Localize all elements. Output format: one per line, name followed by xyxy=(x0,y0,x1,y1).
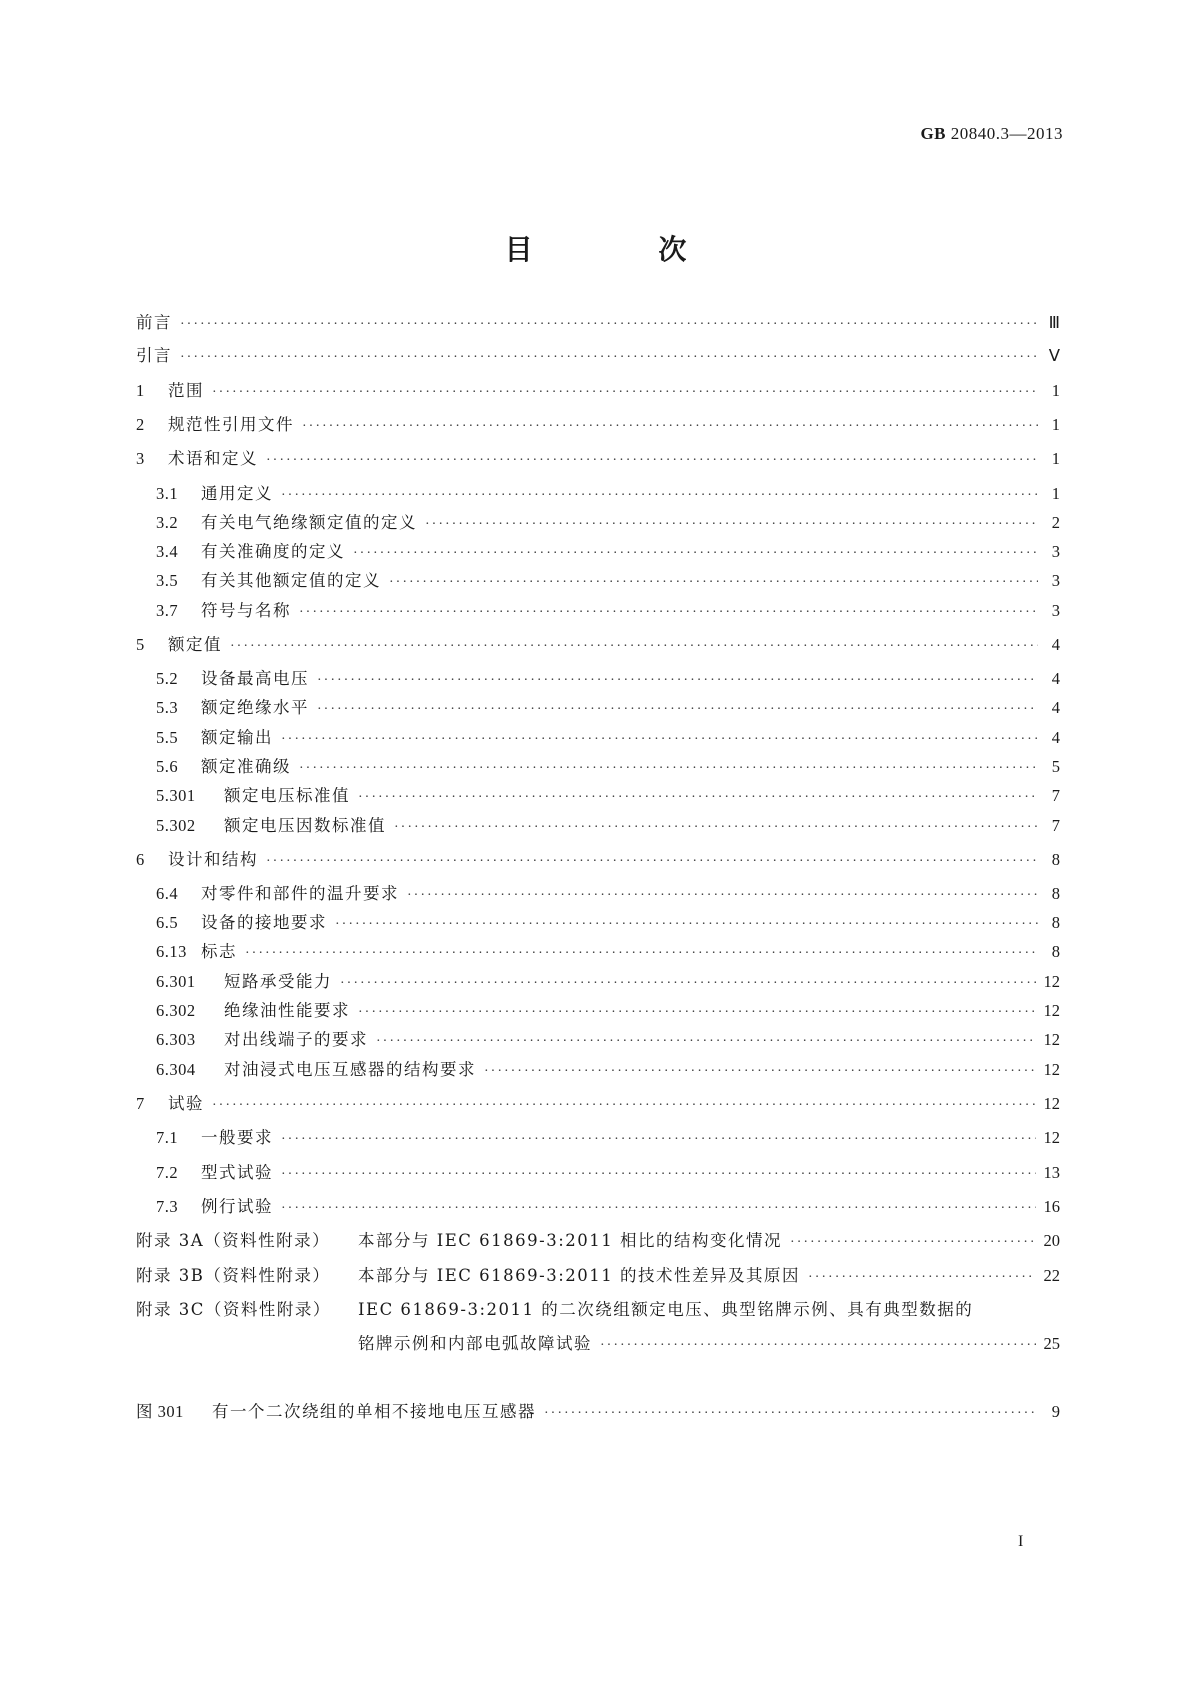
toc-entry-number: 3 xyxy=(136,449,145,468)
toc-entry-appendix-3c-continued[interactable] xyxy=(136,1330,1060,1356)
toc-entry-appendix-3c[interactable] xyxy=(136,1296,1060,1322)
toc-entry-foreword[interactable] xyxy=(136,309,1060,335)
toc-entry-6-5[interactable] xyxy=(136,909,1060,935)
toc-entry-number: 5.2 xyxy=(156,669,179,688)
appendix-heading: 附录 3C（资料性附录） xyxy=(136,1300,331,1319)
toc-entry-5[interactable] xyxy=(136,631,1060,657)
toc-entry-number: 5.3 xyxy=(156,698,179,717)
toc-entry-label: 设计和结构 xyxy=(168,850,258,869)
toc-entry-label: 例行试验 xyxy=(201,1197,273,1216)
toc-entry-page: 8 xyxy=(1051,913,1060,932)
toc-entry-number: 5.302 xyxy=(156,816,196,835)
toc-entry-label: 对油浸式电压互感器的结构要求 xyxy=(224,1060,476,1079)
toc-entry-7-3[interactable] xyxy=(136,1193,1060,1219)
toc-entry-number: 1 xyxy=(136,381,145,400)
toc-entry-page: 1 xyxy=(1051,381,1060,400)
toc-entry-page: 1 xyxy=(1051,449,1060,468)
toc-entry-number: 3.1 xyxy=(156,484,179,503)
toc-entry-page: 16 xyxy=(1043,1197,1060,1216)
appendix-page: 20 xyxy=(1043,1231,1060,1250)
toc-entry-label: 有关准确度的定义 xyxy=(201,542,345,561)
toc-entry-6-304[interactable] xyxy=(136,1056,1060,1082)
toc-entry-number: 6.5 xyxy=(156,913,179,932)
toc-entry-number: 5.5 xyxy=(156,728,179,747)
toc-entry-page: 7 xyxy=(1051,816,1060,835)
toc-entry-page: 4 xyxy=(1051,669,1060,688)
toc-entry-label: 额定电压标准值 xyxy=(224,786,350,805)
toc-entry-number: 6.13 xyxy=(156,942,187,961)
toc-entry-label: 试验 xyxy=(168,1094,204,1113)
toc-entry-number: 7.3 xyxy=(156,1197,179,1216)
toc-entry-label: 术语和定义 xyxy=(168,449,258,468)
toc-entry-label: 引言 xyxy=(136,346,172,365)
toc-entry-label: 有关电气绝缘额定值的定义 xyxy=(201,513,417,532)
toc-entry-label: 一般要求 xyxy=(201,1128,273,1147)
toc-entry-label: 规范性引用文件 xyxy=(168,415,294,434)
toc-entry-figure-301[interactable] xyxy=(136,1398,1060,1424)
toc-entry-label: 标志 xyxy=(201,942,237,961)
toc-entry-7-2[interactable] xyxy=(136,1159,1060,1185)
toc-entry-page: 12 xyxy=(1043,1030,1060,1049)
toc-entry-page: 1 xyxy=(1051,415,1060,434)
page-number: I xyxy=(1018,1533,1024,1550)
toc-entry-1[interactable] xyxy=(136,377,1060,403)
toc-entry-page: 1 xyxy=(1051,484,1060,503)
toc-entry-label: 额定电压因数标准值 xyxy=(224,816,386,835)
toc-entry-number: 6.303 xyxy=(156,1030,196,1049)
toc-entry-page: 12 xyxy=(1043,1094,1060,1113)
toc-entry-3[interactable] xyxy=(136,445,1060,471)
figure-label: 有一个二次绕组的单相不接地电压互感器 xyxy=(212,1402,536,1421)
toc-entry-page: 4 xyxy=(1051,635,1060,654)
toc-entry-label: 绝缘油性能要求 xyxy=(224,1001,350,1020)
toc-entry-label: 对零件和部件的温升要求 xyxy=(201,884,399,903)
toc-entry-label: 额定准确级 xyxy=(201,757,291,776)
appendix-label: 本部分与 IEC 61869-3:2011 的技术性差异及其原因 xyxy=(358,1266,801,1285)
toc-entry-7[interactable] xyxy=(136,1090,1060,1116)
figure-page: 9 xyxy=(1051,1402,1060,1421)
toc-entry-number: 6.304 xyxy=(156,1060,196,1079)
standard-number: 20840.3—2013 xyxy=(950,124,1063,143)
toc-entry-6-301[interactable] xyxy=(136,968,1060,994)
toc-entry-number: 6.301 xyxy=(156,972,196,991)
appendix-page: 25 xyxy=(1043,1334,1060,1353)
toc-entry-5-5[interactable] xyxy=(136,724,1060,750)
toc-entry-page: 8 xyxy=(1051,942,1060,961)
toc-entry-label: 额定值 xyxy=(168,635,222,654)
toc-entry-3-1[interactable] xyxy=(136,480,1060,506)
toc-entry-number: 6.4 xyxy=(156,884,179,903)
toc-entry-label: 设备的接地要求 xyxy=(201,913,327,932)
toc-entry-page: 12 xyxy=(1043,1001,1060,1020)
toc-entry-number: 3.5 xyxy=(156,571,179,590)
toc-entry-label: 符号与名称 xyxy=(201,601,291,620)
toc-entry-label: 型式试验 xyxy=(201,1163,273,1182)
toc-entry-number: 7 xyxy=(136,1094,145,1113)
appendix-label: IEC 61869-3:2011 的二次绕组额定电压、典型铭牌示例、具有典型数据的 xyxy=(358,1300,974,1319)
standard-prefix: GB xyxy=(920,124,946,143)
toc-entry-page: 8 xyxy=(1051,850,1060,869)
toc-entry-label: 通用定义 xyxy=(201,484,273,503)
toc-entry-5-3[interactable] xyxy=(136,694,1060,720)
toc-entry-number: 3.7 xyxy=(156,601,179,620)
toc-entry-label: 额定绝缘水平 xyxy=(201,698,309,717)
toc-entry-page: Ⅴ xyxy=(1048,346,1060,365)
toc-entry-6-303[interactable] xyxy=(136,1026,1060,1052)
toc-entry-page: 3 xyxy=(1051,542,1060,561)
toc-entry-number: 6.302 xyxy=(156,1001,196,1020)
toc-entry-page: 4 xyxy=(1051,728,1060,747)
toc-entry-5-2[interactable] xyxy=(136,665,1060,691)
toc-entry-number: 2 xyxy=(136,415,145,434)
appendix-page: 22 xyxy=(1043,1266,1060,1285)
toc-entry-3-5[interactable] xyxy=(136,567,1060,593)
toc-entry-label: 设备最高电压 xyxy=(201,669,309,688)
toc-entry-number: 6 xyxy=(136,850,145,869)
toc-entry-number: 5.301 xyxy=(156,786,196,805)
appendix-label-continued: 铭牌示例和内部电弧故障试验 xyxy=(358,1334,592,1353)
toc-entry-3-2[interactable] xyxy=(136,509,1060,535)
toc-entry-page: 12 xyxy=(1043,972,1060,991)
toc-entry-label: 前言 xyxy=(136,313,172,332)
toc-title: 目 次 xyxy=(504,233,745,266)
toc-entry-page: 12 xyxy=(1043,1060,1060,1079)
toc-entry-page: 12 xyxy=(1043,1128,1060,1147)
toc-entry-label: 对出线端子的要求 xyxy=(224,1030,368,1049)
toc-entry-7-1[interactable] xyxy=(136,1124,1060,1150)
toc-entry-5-6[interactable] xyxy=(136,753,1060,779)
standard-code xyxy=(920,124,1063,144)
toc-entry-page: Ⅲ xyxy=(1048,313,1060,332)
toc-entry-appendix-3a[interactable] xyxy=(136,1227,1060,1253)
toc-entry-page: 13 xyxy=(1043,1163,1060,1182)
appendix-heading: 附录 3B（资料性附录） xyxy=(136,1266,331,1285)
toc-entry-6-4[interactable] xyxy=(136,880,1060,906)
figure-number: 图 301 xyxy=(136,1402,184,1421)
toc-entry-page: 3 xyxy=(1051,601,1060,620)
toc-entry-page: 4 xyxy=(1051,698,1060,717)
toc-entry-number: 3.4 xyxy=(156,542,179,561)
appendix-heading: 附录 3A（资料性附录） xyxy=(136,1231,331,1250)
toc-entry-label: 额定输出 xyxy=(201,728,273,747)
toc-entry-page: 2 xyxy=(1051,513,1060,532)
toc-entry-2[interactable] xyxy=(136,411,1060,437)
toc-entry-6[interactable] xyxy=(136,846,1060,872)
toc-entry-number: 7.2 xyxy=(156,1163,179,1182)
appendix-label: 本部分与 IEC 61869-3:2011 相比的结构变化情况 xyxy=(358,1231,783,1250)
toc-entry-6-13[interactable] xyxy=(136,938,1060,964)
toc-entry-number: 5 xyxy=(136,635,145,654)
toc-entry-page: 8 xyxy=(1051,884,1060,903)
toc-entry-appendix-3b[interactable] xyxy=(136,1262,1060,1288)
toc-entry-5-301[interactable] xyxy=(136,782,1060,808)
toc-entry-3-7[interactable] xyxy=(136,597,1060,623)
toc-entry-introduction[interactable] xyxy=(136,342,1060,368)
toc-entry-number: 7.1 xyxy=(156,1128,179,1147)
toc-entry-label: 范围 xyxy=(168,381,204,400)
toc-entry-page: 7 xyxy=(1051,786,1060,805)
toc-entry-label: 短路承受能力 xyxy=(224,972,332,991)
toc-entry-page: 3 xyxy=(1051,571,1060,590)
toc-entry-page: 5 xyxy=(1051,757,1060,776)
toc-entry-number: 3.2 xyxy=(156,513,179,532)
toc-entry-3-4[interactable] xyxy=(136,538,1060,564)
toc-entry-number: 5.6 xyxy=(156,757,179,776)
toc-entry-5-302[interactable] xyxy=(136,812,1060,838)
toc-entry-6-302[interactable] xyxy=(136,997,1060,1023)
toc-entry-label: 有关其他额定值的定义 xyxy=(201,571,381,590)
